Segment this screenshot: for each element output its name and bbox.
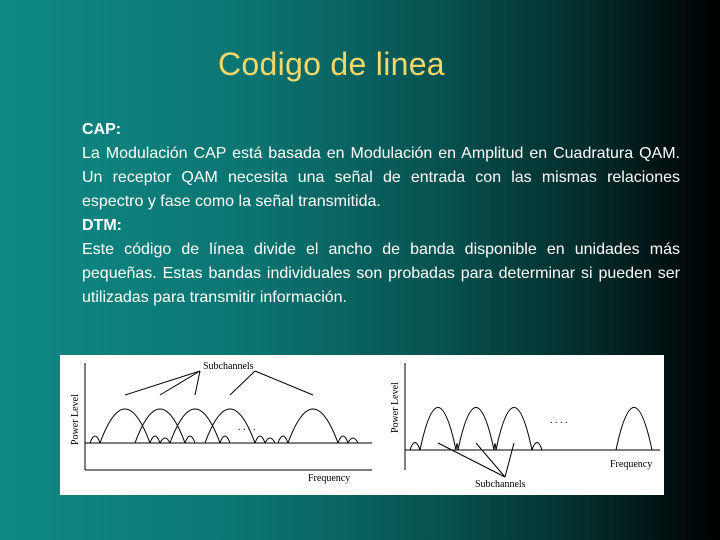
dtm-heading: DTM: [82,217,122,234]
cap-heading: CAP: [82,121,122,138]
subchannel-figure [60,355,664,495]
right-lobe-4 [616,408,652,451]
right-annotation: Subchannels [475,479,526,490]
right-lobe-1 [420,408,456,451]
left-side-lobes [90,436,358,443]
left-xlabel: Frequency [308,473,351,484]
slide-title: Codigo de linea [218,46,445,82]
right-leader-lines [438,443,514,477]
cap-paragraph: La Modulación CAP está basada en Modulación en Amplitud en Cuadratura QAM. Un receptor QAM necesita una señal de entrada con las mismas relaciones espectro y fase como la señal transmitida. [82,145,680,210]
left-leader-lines [125,371,313,395]
right-ylabel: Power Level [390,382,401,433]
subchannel-diagrams [60,355,664,495]
left-annotation: Subchannels [203,361,254,372]
dtm-paragraph: Este código de línea divide el ancho de banda disponible en unidades más pequeñas. Estas bandas individuales son probadas para determinar si pueden ser utilizadas para transmitir información. [82,241,680,306]
left-lobe-5 [288,409,338,443]
right-ellipsis: . . . . [550,415,568,426]
left-ylabel: Power Level [70,394,81,445]
left-ellipsis: . . . . [238,422,256,433]
left-diagram [85,363,372,470]
slide-body [82,118,680,310]
right-xlabel: Frequency [610,459,653,470]
